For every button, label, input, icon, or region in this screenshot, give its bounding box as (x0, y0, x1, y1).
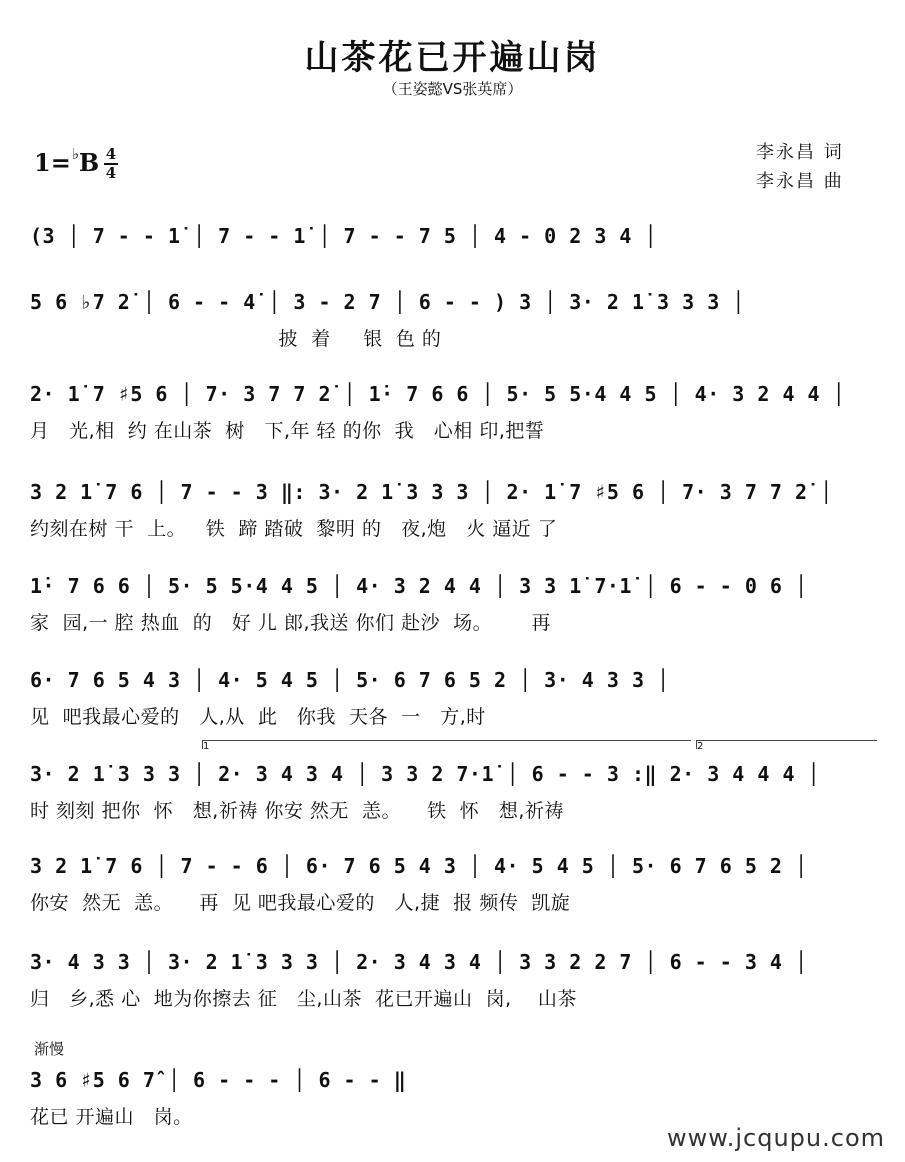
lyricist-credit: 李永昌 词 (756, 142, 844, 163)
lyric-line: 花已 开遍山 岗。 (30, 1106, 193, 1128)
key-flat: ♭ (71, 145, 79, 163)
watermark: www.jcqupu.com (667, 1124, 885, 1152)
score-row (30, 662, 880, 728)
lyric-line: 家 园,一 腔 热血 的 好 儿 郎,我送 你们 赴沙 场。 再 (30, 612, 551, 634)
score-row (30, 568, 880, 634)
first-ending-bracket: 1 (202, 740, 691, 749)
lyric-line: 约刻在树 干 上。 铁 蹄 踏破 黎明 的 夜,炮 火 逼近 了 (30, 518, 558, 540)
page-title: 山茶花已开遍山岗 (304, 38, 601, 78)
note-line: (3 │ 7 - - 1̇ │ 7 - - 1̇ │ 7 - - 7 5 │ 4 - 0 2 3 4 │ (30, 224, 658, 248)
key-signature (34, 145, 100, 177)
note-line: 1̇· 7 6 6 │ 5· 5 5·4 4 5 │ 4· 3 2 4 4 │ 3 3 1̇ 7·1̇ │ 6 - - 0 6 │ (30, 574, 808, 598)
score-row (30, 944, 880, 1010)
score-row (30, 848, 880, 914)
tempo-marking: 渐慢 (34, 1040, 65, 1058)
note-line: 2· 1̇ 7 ♯5 6 │ 7· 3 7 7 2̇ │ 1̇· 7 6 6 │ 5· 5 5·4 4 5 │ 4· 3 2 4 4 │ (30, 382, 846, 406)
second-ending-bracket: 2 (696, 740, 877, 749)
score-row (30, 1062, 880, 1128)
lyric-line: 披 着 银 色 的 (30, 328, 442, 350)
composer-credit: 李永昌 曲 (756, 171, 844, 192)
key-base: 1= (34, 148, 71, 177)
score-row (30, 474, 880, 540)
credits (756, 138, 844, 196)
score-row (30, 218, 880, 254)
note-line: 5 6 ♭7 2̇ │ 6 - - 4̇ │ 3 - 2 7 │ 6 - - ) 3 │ 3· 2 1̇ 3 3 3 │ (30, 290, 745, 314)
lyric-line: 时 刻刻 把你 怀 想,祈祷 你安 然无 恙。 铁 怀 想,祈祷 (30, 800, 564, 822)
score-row (30, 284, 880, 350)
key-note: B (78, 148, 100, 177)
note-line: 3 2 1̇ 7 6 │ 7 - - 3 ‖: 3· 2 1̇ 3 3 3 │ 2· 1̇ 7 ♯5 6 │ 7· 3 7 7 2̇ │ (30, 480, 833, 504)
note-line: 3 6 ♯5 6 7̂ │ 6 - - - │ 6 - - ‖ (30, 1068, 407, 1092)
lyric-line: 归 乡,悉 心 地为你擦去 征 尘,山茶 花已开遍山 岗, 山茶 (30, 988, 577, 1010)
score-row (30, 756, 880, 822)
score-row (30, 376, 880, 442)
lyric-line: 见 吧我最心爱的 人,从 此 你我 天各 一 方,时 (30, 706, 486, 728)
note-line: 3· 2 1̇ 3 3 3 │ 2· 3 4 3 4 │ 3 3 2 7·1̇ │ 6 - - 3 :‖ 2· 3 4 4 4 │ (30, 762, 821, 786)
meter-bottom: 4 (105, 164, 117, 182)
note-line: 6· 7 6 5 4 3 │ 4· 5 4 5 │ 5· 6 7 6 5 2 │ 3· 4 3 3 │ (30, 668, 670, 692)
lyric-line: 月 光,相 约 在山茶 树 下,年 轻 的你 我 心相 印,把誓 (30, 420, 545, 442)
page-subtitle: （王姿懿VS张英席） (382, 80, 523, 98)
meter-top: 4 (105, 145, 117, 163)
note-line: 3 2 1̇ 7 6 │ 7 - - 6 │ 6· 7 6 5 4 3 │ 4· 5 4 5 │ 5· 6 7 6 5 2 │ (30, 854, 808, 878)
lyric-line: 你安 然无 恙。 再 见 吧我最心爱的 人,捷 报 频传 凯旋 (30, 892, 571, 914)
note-line: 3· 4 3 3 │ 3· 2 1̇ 3 3 3 │ 2· 3 4 3 4 │ 3 3 2 2 7 │ 6 - - 3 4 │ (30, 950, 808, 974)
time-signature (104, 146, 118, 182)
